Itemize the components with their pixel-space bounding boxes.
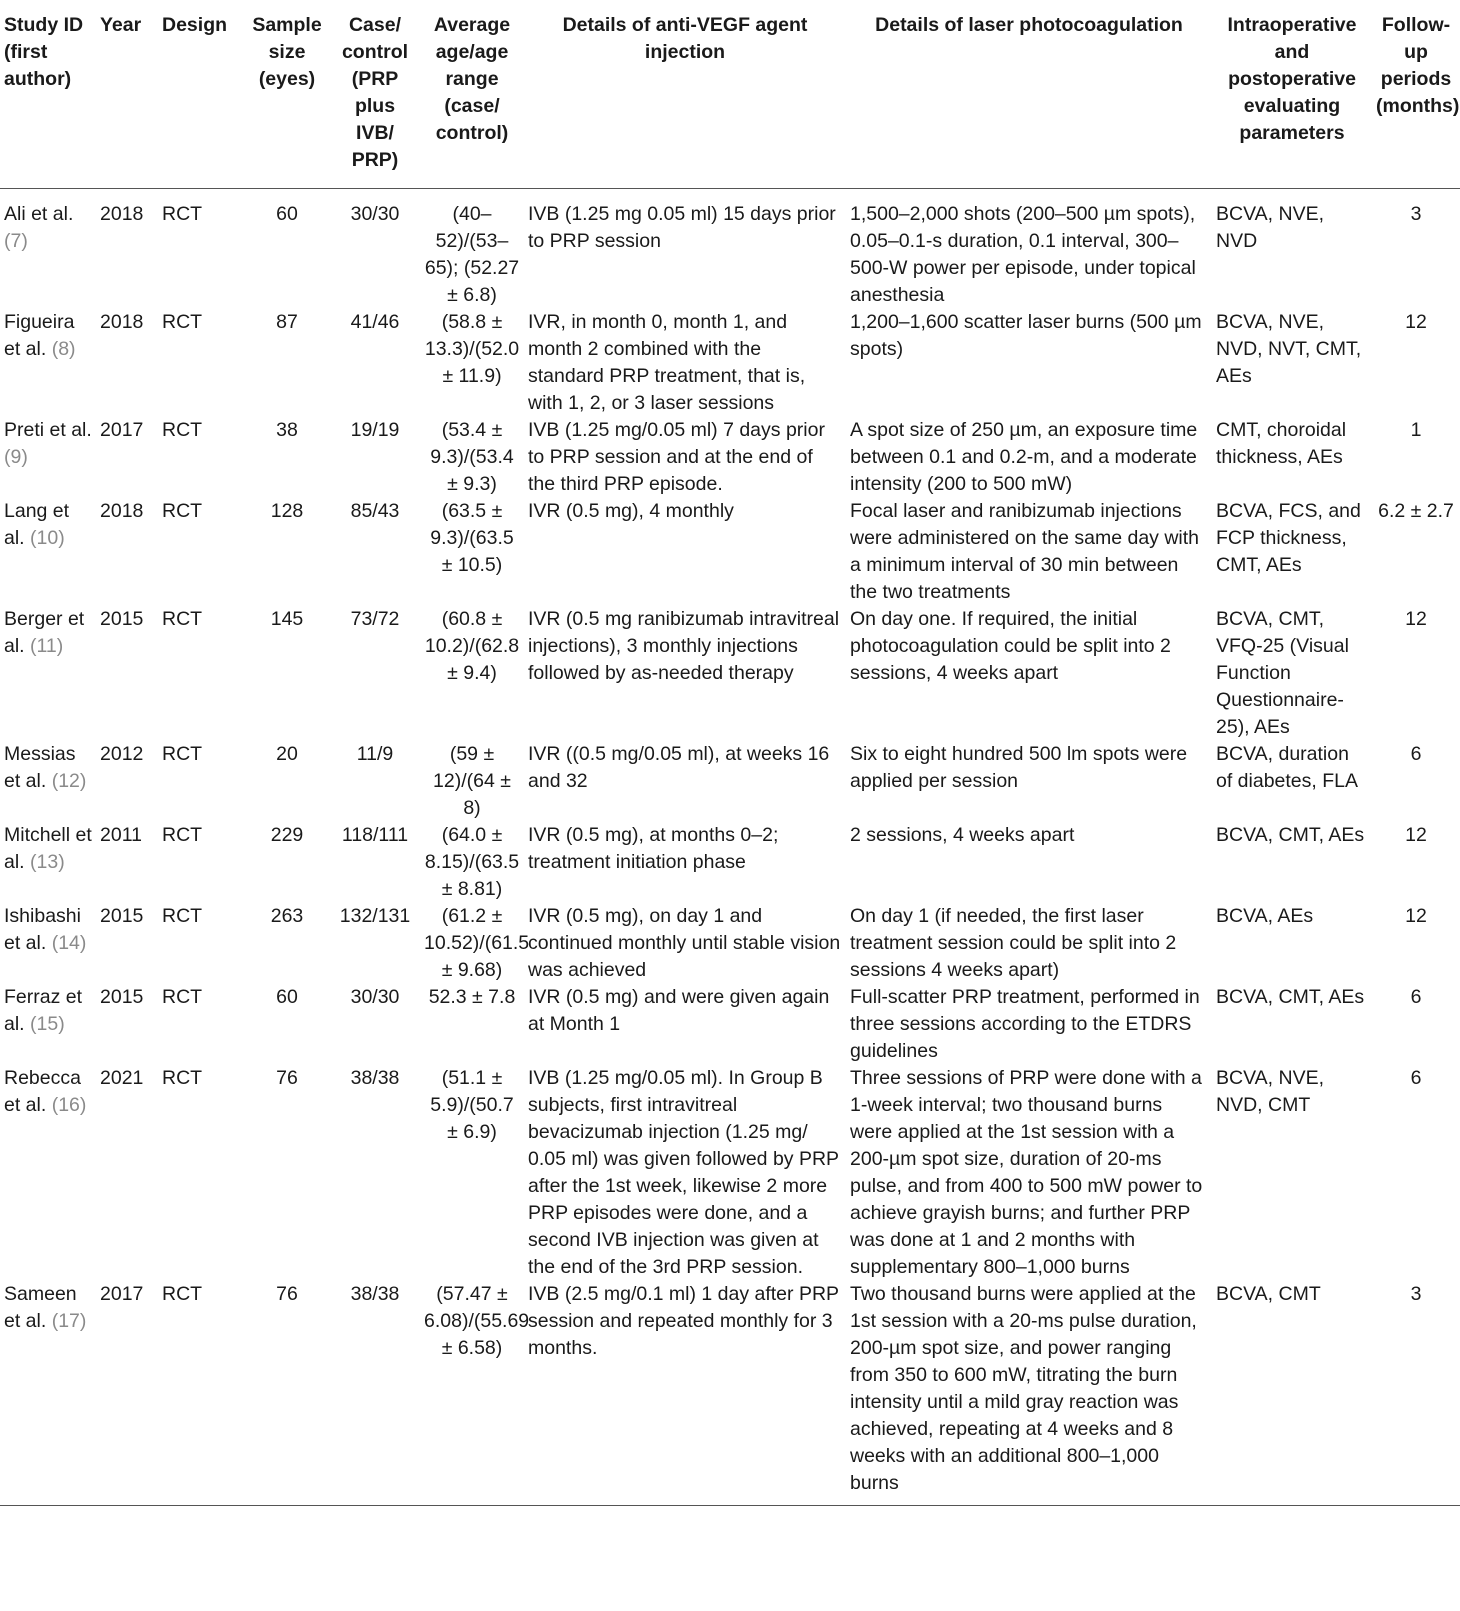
header-case-control: Case/ control (PRP plus IVB/ PRP)	[330, 0, 420, 189]
cell-study-id	[0, 903, 96, 984]
cell-injection: IVR ((0.5 mg/0.05 ml), at weeks 16 and 32	[528, 743, 830, 792]
cell-laser: On day 1 (if needed, the first laser treatment session could be split into 2 sessions 4 weeks apart)	[850, 905, 1177, 981]
cell-evaluating-parameters: BCVA, AEs	[1216, 905, 1314, 927]
cell-laser: 2 sessions, 4 weeks apart	[850, 824, 1075, 846]
reference-link[interactable]: (10)	[30, 527, 65, 549]
cell-evaluating-parameters: BCVA, CMT, AEs	[1216, 986, 1365, 1008]
cell-year: 2017	[96, 1281, 158, 1506]
cell-average-age: (51.1 ± 5.9)/(50.7 ± 6.9)	[430, 1067, 514, 1143]
table-row	[0, 1065, 1460, 1281]
cell-sample-size: 263	[270, 905, 304, 927]
cell-injection: IVR (0.5 mg), at months 0–2; treatment initiation phase	[528, 824, 779, 873]
cell-average-age: (64.0 ± 8.15)/(63.5 ± 8.81)	[424, 824, 520, 900]
study-author: Sameen et al.	[4, 1283, 77, 1332]
cell-laser: Three sessions of PRP were done with a 1-week interval; two thousand burns were applied at the 1st session with a 200-µm spot size, duration of 20-ms pulse, and from 400 to 500 mW power to achieve grayish burns; and further PRP was done at 1 and 2 months with supplementary 800–1,000 burns	[850, 1067, 1203, 1278]
cell-injection: IVR (0.5 mg ranibizumab intravitreal injections), 3 monthly injections followed by as-needed therapy	[528, 608, 840, 684]
cell-case-control: 38/38	[350, 1067, 400, 1089]
cell-follow-up: 12	[1405, 905, 1427, 927]
cell-case-control: 85/43	[350, 500, 400, 522]
reference-link[interactable]: (16)	[51, 1094, 87, 1116]
table-row	[0, 417, 1460, 498]
cell-study-id	[0, 822, 96, 903]
cell-case-control: 30/30	[350, 203, 400, 225]
cell-average-age: (61.2 ± 10.52)/(61.5 ± 9.68)	[424, 905, 530, 981]
cell-injection: IVR (0.5 mg) and were given again at Month 1	[528, 986, 830, 1035]
table-row	[0, 606, 1460, 741]
study-author: Preti et al.	[4, 419, 92, 441]
table-row	[0, 984, 1460, 1065]
cell-evaluating-parameters: BCVA, NVE, NVD	[1216, 203, 1325, 252]
cell-case-control: 38/38	[330, 1281, 420, 1506]
cell-evaluating-parameters: BCVA, FCS, and FCP thickness, CMT, AEs	[1216, 500, 1361, 576]
cell-case-control: 11/9	[356, 743, 394, 765]
cell-follow-up: 3	[1410, 203, 1422, 225]
study-author: Ferraz et al.	[4, 986, 83, 1035]
header-laser: Details of laser photocoagulation	[846, 0, 1212, 189]
cell-study-id	[0, 1065, 96, 1281]
header-sample-size: Sample size (eyes)	[244, 0, 330, 189]
cell-case-control: 73/72	[350, 608, 400, 630]
cell-follow-up: 12	[1405, 608, 1427, 630]
cell-study-id	[0, 498, 96, 606]
cell-study-id	[0, 606, 96, 741]
table-body	[0, 189, 1460, 1506]
cell-evaluating-parameters: CMT, choroidal thickness, AEs	[1216, 419, 1347, 468]
cell-design: RCT	[162, 824, 203, 846]
header-study-id: Study ID (first author)	[0, 0, 96, 189]
cell-evaluating-parameters: BCVA, CMT, VFQ-25 (Visual Function Questionnaire-25), AEs	[1216, 608, 1349, 738]
cell-design: RCT	[158, 1281, 244, 1506]
cell-study-id	[0, 1281, 96, 1506]
cell-injection: IVR (0.5 mg), on day 1 and continued monthly until stable vision was achieved	[528, 905, 841, 981]
cell-year: 2018	[100, 203, 144, 225]
study-author: Messias et al.	[4, 743, 76, 792]
cell-injection: IVB (1.25 mg/0.05 ml) 7 days prior to PRP session and at the end of the third PRP episode.	[528, 419, 825, 495]
cell-sample-size: 145	[270, 608, 304, 630]
cell-sample-size: 87	[276, 311, 298, 333]
cell-laser: 1,200–1,600 scatter laser burns (500 µm spots)	[850, 311, 1202, 360]
reference-link[interactable]: (13)	[30, 851, 65, 873]
cell-sample-size: 76	[244, 1281, 330, 1506]
cell-design: RCT	[162, 986, 203, 1008]
cell-study-id	[0, 309, 96, 417]
cell-average-age: 52.3 ± 7.8	[428, 986, 516, 1008]
cell-year: 2012	[100, 743, 144, 765]
cell-average-age: (57.47 ± 6.08)/(55.69 ± 6.58)	[420, 1281, 524, 1506]
cell-evaluating-parameters: BCVA, NVE, NVD, NVT, CMT, AEs	[1216, 311, 1362, 387]
cell-case-control: 118/111	[341, 824, 409, 846]
cell-laser: Two thousand burns were applied at the 1st session with a 20-ms pulse duration, 200-µm spot size, and power ranging from 350 to 600 mW, titrating the burn intensity until a mild gray reaction was achieved, repeating at 4 weeks and 8 weeks with an additional 800–1,000 burns	[846, 1281, 1212, 1506]
cell-average-age: (59 ± 12)/(64 ± 8)	[433, 743, 511, 819]
table-row	[0, 1281, 1460, 1506]
cell-study-id	[0, 189, 96, 310]
cell-laser: Full-scatter PRP treatment, performed in three sessions according to the ETDRS guidelines	[850, 986, 1200, 1062]
cell-year: 2015	[100, 986, 144, 1008]
cell-case-control: 19/19	[350, 419, 400, 441]
cell-design: RCT	[162, 1067, 203, 1089]
study-author: Figueira et al.	[4, 311, 75, 360]
study-author: Ali et al.	[4, 203, 74, 225]
cell-average-age: (58.8 ± 13.3)/(52.0 ± 11.9)	[424, 311, 520, 387]
cell-sample-size: 128	[270, 500, 304, 522]
cell-sample-size: 38	[276, 419, 298, 441]
table-row	[0, 498, 1460, 606]
cell-injection: IVR, in month 0, month 1, and month 2 combined with the standard PRP treatment, that is, with 1, 2, or 3 laser sessions	[528, 311, 806, 414]
cell-year: 2017	[100, 419, 144, 441]
cell-follow-up: 12	[1405, 311, 1427, 333]
study-author: Mitchell et al.	[4, 824, 92, 873]
cell-year: 2021	[100, 1067, 144, 1089]
reference-link[interactable]: (11)	[30, 635, 64, 657]
reference-link[interactable]: (8)	[51, 338, 76, 360]
cell-follow-up: 1	[1410, 419, 1422, 441]
cell-follow-up: 3	[1372, 1281, 1460, 1506]
cell-case-control: 30/30	[350, 986, 400, 1008]
table-row	[0, 309, 1460, 417]
study-author: Ishibashi et al.	[4, 905, 81, 954]
cell-average-age: (63.5 ± 9.3)/(63.5 ± 10.5)	[430, 500, 514, 576]
cell-follow-up: 6	[1410, 743, 1422, 765]
cell-laser: 1,500–2,000 shots (200–500 µm spots), 0.05–0.1-s duration, 0.1 interval, 300–500-W power per episode, under topical anesthesia	[850, 203, 1196, 306]
cell-evaluating-parameters: BCVA, CMT	[1212, 1281, 1372, 1506]
cell-design: RCT	[162, 419, 203, 441]
cell-sample-size: 60	[276, 203, 298, 225]
cell-follow-up: 6	[1410, 986, 1422, 1008]
header-injection: Details of anti-VEGF agent injection	[524, 0, 846, 189]
cell-average-age: (60.8 ± 10.2)/(62.8 ± 9.4)	[424, 608, 520, 684]
cell-evaluating-parameters: BCVA, NVE, NVD, CMT	[1216, 1067, 1325, 1116]
reference-link[interactable]: (12)	[51, 770, 87, 792]
header-year: Year	[96, 0, 158, 189]
header-evaluating-parameters: Intraoperative and postoperative evaluating parameters	[1212, 0, 1372, 189]
cell-follow-up: 6	[1410, 1067, 1422, 1089]
study-author: Rebecca et al.	[4, 1067, 81, 1116]
header-follow-up: Follow-up periods (months)	[1372, 0, 1460, 189]
reference-link[interactable]: (17)	[51, 1310, 87, 1332]
cell-year: 2015	[100, 608, 144, 630]
study-author: Berger et al.	[4, 608, 85, 657]
cell-evaluating-parameters: BCVA, duration of diabetes, FLA	[1216, 743, 1359, 792]
table-row	[0, 903, 1460, 984]
cell-evaluating-parameters: BCVA, CMT, AEs	[1216, 824, 1365, 846]
reference-link[interactable]: (9)	[4, 446, 28, 468]
cell-study-id	[0, 741, 96, 822]
cell-study-id	[0, 417, 96, 498]
header-design: Design	[158, 0, 244, 189]
cell-sample-size: 229	[270, 824, 304, 846]
cell-injection: IVR (0.5 mg), 4 monthly	[528, 500, 734, 522]
reference-link[interactable]: (14)	[51, 932, 87, 954]
table-header	[0, 0, 1460, 189]
cell-year: 2015	[100, 905, 144, 927]
cell-laser: On day one. If required, the initial photocoagulation could be split into 2 sessions, 4 weeks apart	[850, 608, 1171, 684]
table-row	[0, 189, 1460, 310]
cell-case-control: 132/131	[339, 905, 411, 927]
cell-laser: Six to eight hundred 500 lm spots were applied per session	[850, 743, 1188, 792]
cell-year: 2018	[100, 500, 144, 522]
cell-laser: Focal laser and ranibizumab injections were administered on the same day with a minimum interval of 30 min between the two treatments	[850, 500, 1200, 603]
cell-injection: IVB (2.5 mg/0.1 ml) 1 day after PRP session and repeated monthly for 3 months.	[524, 1281, 846, 1506]
cell-year: 2018	[100, 311, 144, 333]
study-author: Lang et al.	[4, 500, 70, 549]
cell-follow-up: 12	[1405, 824, 1427, 846]
cell-case-control: 41/46	[350, 311, 400, 333]
cell-design: RCT	[162, 203, 203, 225]
cell-design: RCT	[162, 500, 203, 522]
cell-design: RCT	[162, 743, 203, 765]
cell-design: RCT	[162, 905, 203, 927]
table-row	[0, 822, 1460, 903]
cell-design: RCT	[162, 311, 203, 333]
table-row	[0, 741, 1460, 822]
cell-design: RCT	[162, 608, 203, 630]
cell-sample-size: 20	[276, 743, 298, 765]
cell-injection: IVB (1.25 mg/0.05 ml). In Group B subjects, first intravitreal bevacizumab injection (1.25 mg/ 0.05 ml) was given followed by PRP after the 1st week, likewise 2 more PRP episodes were done, and a second IVB injection was given at the end of the 3rd PRP session.	[528, 1067, 839, 1278]
cell-year: 2011	[100, 824, 142, 846]
cell-follow-up: 6.2 ± 2.7	[1378, 500, 1454, 522]
cell-average-age: (40–52)/(53–65); (52.27 ± 6.8)	[424, 203, 520, 306]
header-average-age: Average age/age range (case/ control)	[420, 0, 524, 189]
cell-injection: IVB (1.25 mg 0.05 ml) 15 days prior to PRP session	[528, 203, 836, 252]
cell-average-age: (53.4 ± 9.3)/(53.4 ± 9.3)	[430, 419, 514, 495]
reference-link[interactable]: (7)	[4, 230, 28, 252]
cell-laser: A spot size of 250 µm, an exposure time between 0.1 and 0.2-m, and a moderate intensity (200 to 500 mW)	[850, 419, 1198, 495]
cell-sample-size: 60	[276, 986, 298, 1008]
cell-sample-size: 76	[276, 1067, 298, 1089]
cell-study-id	[0, 984, 96, 1065]
reference-link[interactable]: (15)	[30, 1013, 65, 1035]
